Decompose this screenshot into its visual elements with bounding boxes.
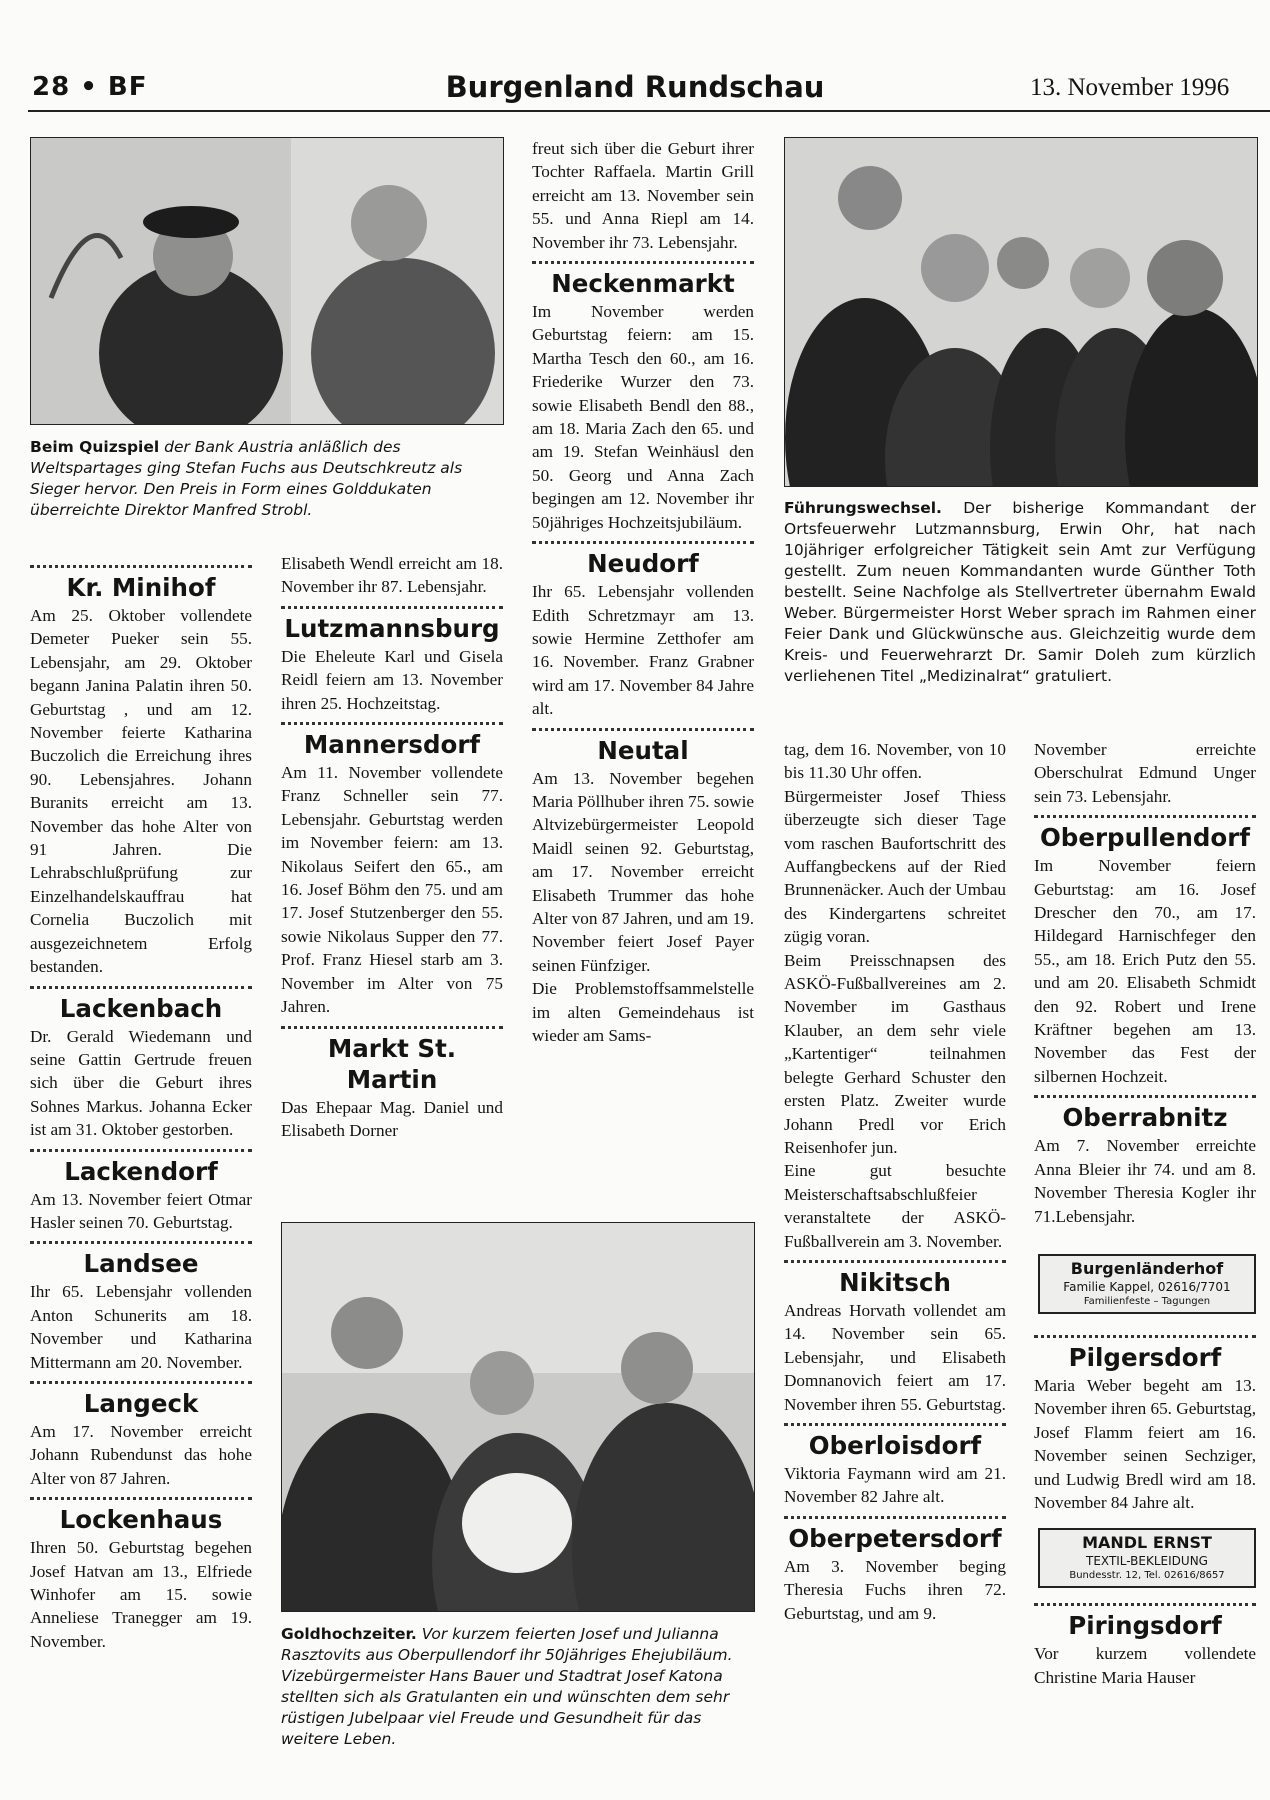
wedding-caption-text: Vor kurzem feierten Josef und Julianna Rasztovits aus Oberpullendorf ihr 50jähriges Ehejubiläum. Vizebürgermeister Hans Bauer und Stadtrat Josef Katona stellten sich als Gratulanten ein und wünschten dem sehr rüstigen Jubelpaar viel Freude und Gesundheit für das weitere Leben. (281, 1625, 733, 1748)
mandl-ernst-ad (1038, 1528, 1256, 1588)
quiz-caption-lead: Beim Quizspiel (30, 438, 160, 456)
fire-caption-text: Der bisherige Kommandant der Ortsfeuerwehr Lutzmannsburg, Erwin Ohr, hat nach 10jähriger erfolgreicher Tätigkeit sein Amt zur Verfügung gestellt. Zum neuen Kommandanten wurde Günther Toth bestellt. Seine Nachfolge als Stellvertreter übernahm Ewald Weber. Bürgermeister Horst Weber sprach im Rahmen einer Feier Dank und Glückwünsche aus. Gleichzeitig wurde dem Kreis- und Feuerwehrarzt Dr. Samir Doleh zum kürzlich verliehenen Titel „Medizinalrat“ gratuliert. (784, 499, 1256, 685)
issue-date: 13. November 1996 (1030, 74, 1230, 101)
heading-oberloisdorf: Oberloisdorf (808, 1430, 982, 1460)
section-divider (30, 1381, 252, 1384)
ad1-line2: Familienfeste – Tagungen (1083, 1295, 1211, 1307)
section-divider (30, 565, 252, 568)
ad2-title: MANDL ERNST (1082, 1533, 1212, 1553)
burgenlaenderhof-ad (1038, 1254, 1256, 1314)
quiz-photo (30, 137, 504, 425)
text-lockenhaus: Ihren 50. Geburtstag begehen Josef Hatvan am 13., Elfriede Winhofer am 15. sowie Anneliese Tranegger am 19. November. (30, 1538, 252, 1651)
heading-neudorf: Neudorf (587, 549, 699, 579)
section-divider (1034, 815, 1256, 818)
heading-oberrabnitz: Oberrabnitz (1062, 1103, 1228, 1133)
text-neudorf: Ihr 65. Lebensjahr vollenden Edith Schretzmayr am 13. sowie Hermine Zetthofer am 16. November. Franz Grabner wird am 17. November 84 Jahre alt. (532, 582, 754, 719)
text-lutzmannsburg: Die Eheleute Karl und Gisela Reidl feiern am 13. November ihren 25. Hochzeitstag. (281, 646, 503, 713)
section-divider (281, 722, 503, 725)
text-lackendorf: Am 13. November feiert Otmar Hasler seinen 70. Geburtstag. (30, 1189, 252, 1232)
text-langeck: Am 17. November erreicht Johann Rubendunst das hohe Alter von 87 Jahren. (30, 1421, 252, 1488)
ad1-line1: Familie Kappel, 02616/7701 (1063, 1279, 1231, 1294)
golden-wedding-caption (281, 1624, 753, 1750)
text-col4-intro-3: Beim Preisschnapsen des ASKÖ-Fußballvereines am 2. November im Gasthaus Klauber, an dem sehr viele „Kartentiger“ teilnahmen belegte Gerhard Schuster den ersten Platz. Zweiter wurde Johann Predl vor Erich Reisenhofer jun. (784, 950, 1006, 1157)
heading-langeck: Langeck (83, 1388, 199, 1418)
text-piringsdorf: Vor kurzem vollendete Christine Maria Hauser (1034, 1644, 1256, 1687)
text-markt-st-martin: Das Ehepaar Mag. Daniel und Elisabeth Dorner (281, 1097, 503, 1140)
fire-brigade-photo (784, 137, 1258, 487)
quiz-photo-image (31, 138, 503, 424)
heading-oberpullendorf: Oberpullendorf (1039, 823, 1250, 853)
newspaper-title: Burgenland Rundschau (445, 70, 825, 104)
text-landsee: Ihr 65. Lebensjahr vollenden Anton Schunerits am 18. November und Katharina Mittermann am 20. November. (30, 1282, 252, 1372)
column-3 (532, 137, 754, 1047)
golden-wedding-photo-image (282, 1223, 754, 1611)
text-col2-intro: Elisabeth Wendl erreicht am 18. November ihr 87. Lebensjahr. (281, 554, 503, 597)
golden-wedding-photo (281, 1222, 755, 1612)
section-divider (30, 1149, 252, 1152)
heading-landsee: Landsee (83, 1249, 199, 1279)
heading-lutzmannsburg: Lutzmannsburg (284, 613, 500, 643)
text-col4-intro-2: Bürgermeister Josef Thiess überzeugte sich dieser Tage vom raschen Baufortschritt des Auffangbeckens auf der Ried Brunnenäcker. Auch der Umbau des Kindergartens schreitet zügig voran. (784, 786, 1006, 947)
text-oberpullendorf: Im November feiern Geburtstag: am 16. Josef Drescher den 70., am 17. Hildegard Harnischfeger den 55., am 18. Erich Putz den 55. und am 20. Elisabeth Schmidt den 92. Robert und Irene Kräftner begehen am 13. November das Fest der silbernen Hochzeit. (1034, 856, 1256, 1086)
text-col5-intro: November erreichte Oberschulrat Edmund Unger sein 73. Lebensjahr. (1034, 740, 1256, 806)
text-oberpetersdorf: Am 3. November beging Theresia Fuchs ihren 72. Geburtstag, und am 9. (784, 1556, 1006, 1623)
quiz-caption-text: der Bank Austria anläßlich des Weltspartages ging Stefan Fuchs aus Deutschkreutz als Sieger hervor. Den Preis in Form eines Golddukaten überreichte Direktor Manfred Strobl. (30, 438, 463, 519)
section-divider (532, 728, 754, 731)
heading-piringsdorf: Piringsdorf (1068, 1611, 1222, 1641)
heading-kr-minihof: Kr. Minihof (66, 573, 216, 602)
text-oberrabnitz: Am 7. November erreichte Anna Bleier ihr 74. und am 8. November Theresia Kogler ihr 71.Lebensjahr. (1034, 1136, 1256, 1226)
heading-oberpetersdorf: Oberpetersdorf (788, 1523, 1002, 1553)
column-2 (281, 552, 503, 1142)
section-divider (784, 1516, 1006, 1519)
text-kr-minihof: Am 25. Oktober vollendete Demeter Pueker sein 55. Lebensjahr, am 29. Oktober begann Janina Palatin ihren 50. Geburtstag , und am 12. November feierte Katharina Buczolich die Erreichung ihres 90. Lebensjahres. Johann Buranits erreicht am 13. November das hohe Alter von 91 Jahren. Die Lehrabschlußprüfung zur Einzelhandelskauffrau hat Cornelia Buczolich mit ausgezeichnetem Erfolg bestanden. (30, 606, 252, 977)
text-neutal: Am 13. November begehen Maria Pöllhuber ihren 75. sowie Altvizebürgermeister Leopold Maidl seinen 92. Geburtstag, am 17. November erreicht Elisabeth Trummer das hohe Alter von 87 Jahren, und am 19. November feiert Josef Payer seinen Fünfziger. (532, 768, 754, 975)
heading-neutal: Neutal (597, 735, 689, 765)
fire-brigade-photo-image (785, 138, 1257, 486)
section-divider (1034, 1095, 1256, 1098)
text-lackenbach: Dr. Gerald Wiedemann und seine Gattin Gertrude freuen sich über die Geburt ihres Sohnes Markus. Johanna Ecker ist am 31. Oktober gestorben. (30, 1026, 252, 1140)
section-divider (30, 986, 252, 989)
ad2-line2: Bundesstr. 12, Tel. 02616/8657 (1069, 1570, 1225, 1582)
text-mannersdorf: Am 11. November vollendete Franz Schneller sein 77. Lebensjahr. Geburtstag werden im November feiern: am 13. Nikolaus Seifert den 65., am 16. Josef Böhm den 75. und am 17. Josef Stutzenberger den 55. sowie Nikolaus Supper den 77. Prof. Franz Hiesel starb am 3. November im Alter von 75 Jahren. (281, 763, 503, 1017)
fire-caption-lead: Führungswechsel. (784, 499, 942, 517)
section-divider (281, 606, 503, 609)
text-nikitsch: Andreas Horvath vollendet am 14. November sein 65. Lebensjahr, und Elisabeth Domnanovich feiert am 17. November ihren 55. Geburtstag. (784, 1300, 1006, 1414)
section-divider (1034, 1335, 1256, 1338)
section-divider (30, 1497, 252, 1500)
text-neutal-2: Die Problemstoffsammelstelle im alten Gemeindehaus ist wieder am Sams- (532, 979, 754, 1045)
heading-nikitsch: Nikitsch (839, 1267, 951, 1297)
section-divider (784, 1260, 1006, 1263)
text-col3-intro: freut sich über die Geburt ihrer Tochter Raffaela. Martin Grill erreicht am 13. November sein 55. und Anna Riepl am 14. November ihr 73. Lebensjahr. (532, 139, 754, 252)
text-oberloisdorf: Viktoria Faymann wird am 21. November 82 Jahre alt. (784, 1463, 1006, 1507)
section-divider (281, 1026, 503, 1029)
heading-lockenhaus: Lockenhaus (59, 1505, 223, 1535)
text-pilgersdorf: Maria Weber begeht am 13. November ihren 65. Geburtstag, Josef Flamm feiert am 16. November seinen Sechziger, und Ludwig Bredl wird am 18. November 84 Jahre alt. (1034, 1375, 1256, 1512)
section-divider (532, 261, 754, 264)
heading-markt-st-martin: Markt St. Martin (327, 1033, 457, 1094)
heading-pilgersdorf: Pilgersdorf (1068, 1342, 1222, 1372)
column-1 (30, 558, 252, 1653)
ad2-line1: TEXTIL-BEKLEIDUNG (1086, 1554, 1208, 1569)
text-neckenmarkt: Im November werden Geburtstag feiern: am 15. Martha Tesch den 60., am 16. Friederike Wurzer den 73. sowie Elisabeth Bendl den 88., am 18. Maria Zach den 65. und am 19. Stefan Weinhäusl den 50. Georg und Anna Zach begingen am 12. November ihr 50jähriges Hochzeitsjubiläum. (532, 302, 754, 532)
page-header (0, 70, 1270, 114)
text-col4-intro-1: tag, dem 16. November, von 10 bis 11.30 Uhr offen. (784, 740, 1006, 783)
wedding-caption-lead: Goldhochzeiter. (281, 1625, 417, 1643)
page-number: 28 • BF (32, 72, 148, 102)
fire-brigade-caption (784, 498, 1256, 687)
column-4 (784, 738, 1006, 1625)
section-divider (784, 1423, 1006, 1426)
column-5 (1034, 738, 1256, 1689)
header-rule (28, 110, 1270, 112)
section-divider (30, 1241, 252, 1244)
ad1-title: Burgenländerhof (1070, 1258, 1224, 1278)
heading-neckenmarkt: Neckenmarkt (551, 269, 735, 299)
section-divider (1034, 1603, 1256, 1606)
heading-mannersdorf: Mannersdorf (303, 730, 481, 760)
text-col4-intro-4: Eine gut besuchte Meisterschaftsabschlußfeier veranstaltete der ASKÖ-Fußballverein am 3. November. (784, 1161, 1006, 1251)
quiz-photo-caption (30, 437, 502, 521)
section-divider (532, 541, 754, 544)
heading-lackendorf: Lackendorf (64, 1156, 218, 1186)
heading-lackenbach: Lackenbach (59, 993, 223, 1023)
